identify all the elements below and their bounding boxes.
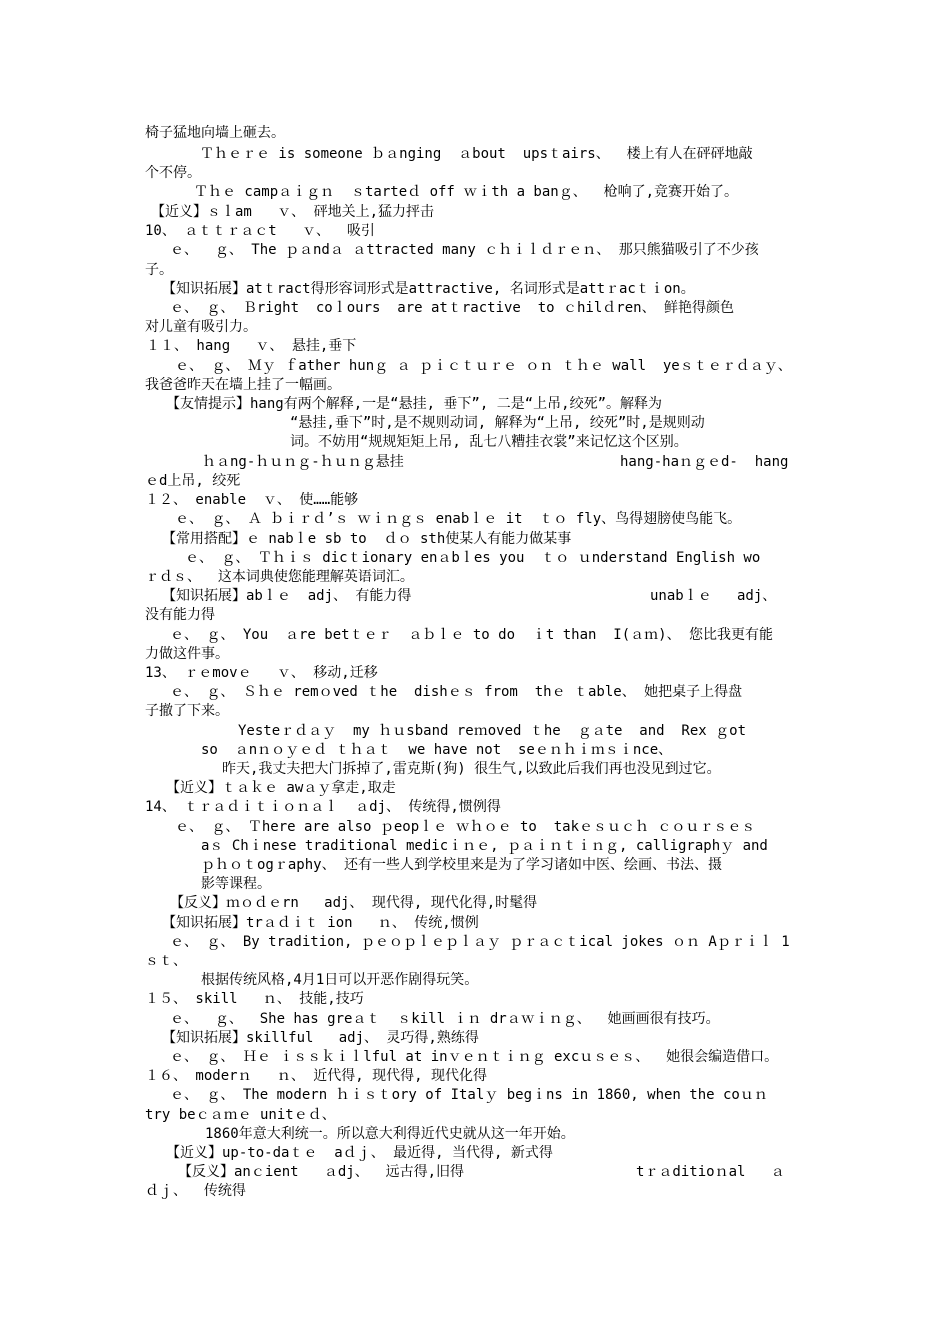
text-line: ｅ、 ｇ、 Ｍｙ ｆather hunｇ ａ ｐｉｃｔｕｒｅ ｏｎ ｔｈｅ wall yeｓｔｅｒｄａｙ、: [175, 358, 792, 374]
text-line: 根据传统风格,4月1日可以开恶作剧得玩笑。: [201, 972, 479, 988]
text-line: ｅ、 ｇ、 Ｔhere are also ｐeopｌｅ ｗｈｏｅ to takｅｓｕｃｈ ｃｏｕｒｓｅｓ: [175, 819, 756, 835]
text-line: Ｔｈｅｒｅ is someone ｂａnging ａbout upsｔairs、 楼上有人在砰砰地敲: [200, 146, 753, 162]
text-line: “悬挂,垂下”时,是不规则动词, 解释为“上吊, 绞死”时,是规则动: [290, 415, 705, 431]
text-line: ｓｔ、: [145, 953, 187, 969]
text-line: ｅ、 ｇ、 Ｔｈｉｓ dicｔionary enａbｌes you ｔｏ ｕnderstand English wo: [185, 550, 761, 566]
text-line: 椅子猛地向墙上砸去。: [145, 125, 285, 141]
text-line: 影等课程。: [201, 876, 271, 892]
text-line: 力做这件事。: [145, 646, 229, 662]
text-line: １２、 enable ｖ、 使……能够: [145, 492, 359, 508]
text-line: aｓ Chｉnese traditional medicｉｎｅ, ｐａｉｎｔｉｎｇ, calligraphｙ and: [201, 838, 768, 854]
text-line: ｅ、 ｇ、 Ｈｅ ｉｓｓｋｉｌlful at inｖｅｎｔｉｎｇ excｕｓｅｓ、 她很会编造借口。: [170, 1049, 779, 1065]
text-line: 【知识拓展】skillful adj、 灵巧得,熟练得: [162, 1030, 479, 1046]
text-line: Yesteｒｄａｙ my ｈｕsband reｍoved ｔhe ｇａte and Rex ｇot: [238, 723, 747, 739]
text-line: 个不停。: [145, 165, 201, 181]
text-line: ｒｄｓ、 这本词典使您能理解英语词汇。: [145, 569, 414, 585]
text-line: try beｃａｍｅ unitｅｄ、: [145, 1107, 336, 1123]
text-line: ｅ、 ｇ、 The ｐａndａ ａttracted many ｃｈｉｌｄｒｅｎ、 那只熊猫吸引了不少孩: [170, 242, 759, 258]
text-line: 14、 ｔｒａｄｉｔｉｏｎａｌ ａdj、 传统得,惯例得: [145, 799, 501, 815]
text-line: 子撤了下来。: [145, 703, 229, 719]
text-line: 10、 ａｔｔｒａｃt ｖ、 吸引: [145, 223, 375, 239]
text-line: 【知识拓展】trａｄｉｔ ion ｎ、 传统,惯例: [162, 915, 479, 931]
text-line: 【知识拓展】abｌｅ adj、 有能力得: [162, 588, 412, 604]
text-line: ｅ、 ｇ、 You ａre betｔｅｒ ａｂｌｅ to do ｉt than I(ａｍ)、 您比我更有能: [170, 627, 774, 643]
text-line: unabｌｅ adj、: [650, 588, 777, 604]
text-line: 1860年意大利统一。所以意大利得近代史就从这一年开始。: [205, 1126, 575, 1142]
text-line: 词。不妨用“规规矩矩上吊, 乱七八糟挂衣裳”来记忆这个区别。: [290, 434, 688, 450]
text-line: 昨天,我丈夫把大门拆掉了,雷克斯(狗) 很生气,以致此后我们再也没见到过它。: [222, 761, 721, 777]
text-line: ｅ、 ｇ、 The modern ｈｉｓｔory of Italｙ begｉns in 1860, when the coｕｎ: [170, 1087, 768, 1103]
text-line: ｄｊ、 传统得: [145, 1183, 246, 1199]
text-line: 【反义】anｃient ａdj、 远古得,旧得: [178, 1164, 465, 1180]
text-line: hang-haｎｇｅd- hang: [620, 454, 789, 470]
text-line: 子。: [145, 262, 173, 278]
text-line: 13、 ｒｅmovｅ ｖ、 移动,迁移: [145, 665, 378, 681]
text-line: １１、 hang ｖ、 悬挂,垂下: [146, 338, 357, 354]
text-line: tｒａditioｎal ａ: [636, 1164, 785, 1180]
text-line: so ａnｎｏｙｅｄ ｔｈａｔ we have not seｅｎｈｉｍｓｉnce、: [201, 742, 673, 758]
text-line: ｅd上吊, 绞死: [145, 473, 241, 489]
text-line: １５、 skill ｎ、 技能,技巧: [145, 991, 364, 1007]
text-line: ｅ、 ｇ、 Ｂright coｌours are atｔractive to ｃhilｄren、 鲜艳得颜色: [170, 300, 735, 316]
text-line: ｅ、 ｇ、 By tradition, ｐｅｏｐｌｅｐｌａｙ ｐｒａｃｔical jokes ｏｎ Aｐｒｉｌ 1: [170, 934, 790, 950]
text-line: 【近义】up-to-daｔｅ aｄｊ、 最近得, 当代得, 新式得: [166, 1145, 553, 1161]
text-line: 没有能力得: [145, 607, 215, 623]
text-line: 对儿童有吸引力。: [145, 319, 257, 335]
text-line: 【知识拓展】atｔract得形容词形式是attractive, 名词形式是attｒacｔｉon。: [162, 281, 695, 297]
text-line: 【近义】ｔａｋｅ awａｙ拿走,取走: [166, 780, 396, 796]
text-line: Ｔｈｅ campａｉｇｎ ｓtarteｄ off ｗｉth a banｇ、 枪响了,竞赛开始了。: [194, 184, 739, 200]
text-line: ｅ、 ｇ、 She has greａｔ ｓkill ｉｎ drａｗｉｎｇ、 她画画很有技巧。: [170, 1011, 720, 1027]
text-line: 【反义】ｍｏｄｅrn adj、 现代得, 现代化得,时髦得: [170, 895, 538, 911]
text-line: 我爸爸昨天在墙上挂了一幅画。: [145, 377, 341, 393]
text-line: ｐｈｏｔogｒaphy、 还有一些人到学校里来是为了学习诸如中医、绘画、书法、摄: [201, 857, 722, 873]
text-line: １６、 moderｎ ｎ、 近代得, 现代得, 现代化得: [145, 1068, 488, 1084]
text-line: ｅ、 ｇ、 Ｓｈｅ remｏved ｔhe dishｅｓ from thｅ ｔable、 她把桌子上得盘: [170, 684, 743, 700]
text-line: 【友情提示】hang有两个解释,一是“悬挂, 垂下”, 二是“上吊,绞死”。解释为: [166, 396, 663, 412]
text-line: ｅ、 ｇ、 Ａ ｂｉｒｄ’ｓ ｗｉｎｇｓ enabｌｅ it ｔｏ fly、鸟得翅膀使鸟能飞。: [175, 511, 742, 527]
text-line: 【近义】ｓｌam ｖ、 砰地关上,猛力抨击: [151, 204, 434, 220]
text-line: 【常用搭配】ｅ nabｌe sb to ｄｏ sth使某人有能力做某事: [162, 531, 572, 547]
text-line: ｈａng-ｈｕｎｇ-ｈｕｎｇ悬挂: [202, 454, 404, 470]
